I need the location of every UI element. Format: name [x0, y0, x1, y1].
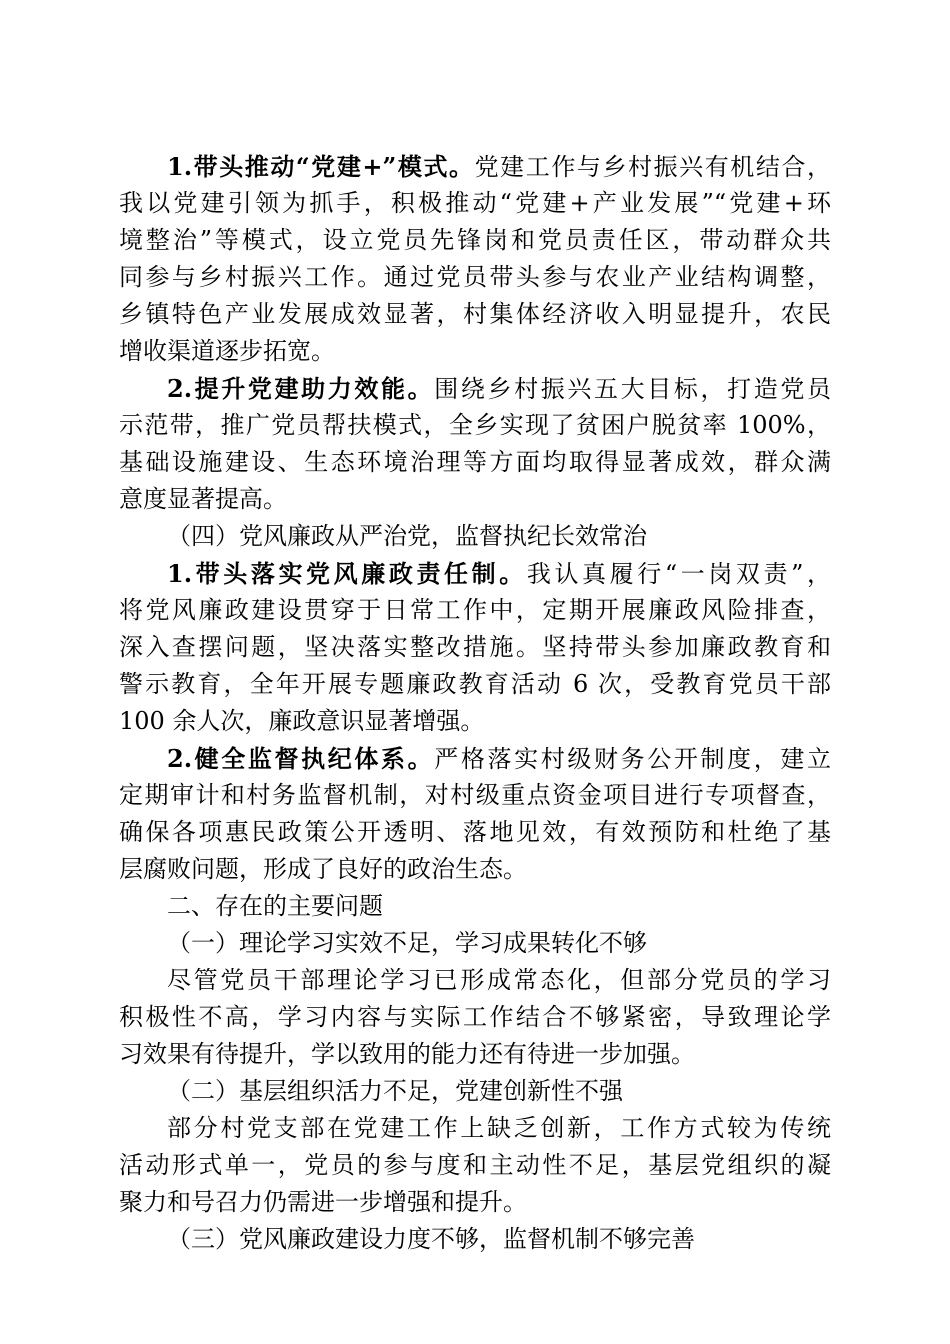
paragraph-line: 100 余人次，廉政意识显著增强。	[119, 707, 485, 735]
paragraph-lead: 1.带头落实党风廉政责任制。	[167, 559, 527, 588]
paragraph-line	[119, 555, 831, 592]
paragraph-line: 基础设施建设、生态环境治理等方面均取得显著成效，群众满	[119, 448, 831, 476]
paragraph-line	[119, 148, 831, 185]
section-heading: （二）基层组织活力不足，党建创新性不强	[167, 1077, 623, 1105]
paragraph-line	[119, 370, 831, 407]
chapter-heading: 二、存在的主要问题	[167, 892, 383, 920]
paragraph-line: 层腐败问题，形成了良好的政治生态。	[119, 855, 527, 883]
paragraph-line: 深入查摆问题，坚决落实整改措施。坚持带头参加廉政教育和	[119, 633, 831, 661]
paragraph-line: 尽管党员干部理论学习已形成常态化，但部分党员的学习	[167, 966, 831, 994]
paragraph-line: 警示教育，全年开展专题廉政教育活动 6 次，受教育党员干部	[119, 670, 831, 698]
paragraph-line: 确保各项惠民政策公开透明、落地见效，有效预防和杜绝了基	[119, 818, 831, 846]
paragraph-text: 党建工作与乡村振兴有机结合，	[474, 153, 831, 181]
paragraph-line: 示范带，推广党员帮扶模式，全乡实现了贫困户脱贫率 100%，	[119, 411, 831, 439]
paragraph-text: 严格落实村级财务公开制度，建立	[434, 745, 831, 773]
section-heading: （一）理论学习实效不足，学习成果转化不够	[167, 929, 647, 957]
paragraph-line: 境整治”等模式，设立党员先锋岗和党员责任区，带动群众共	[119, 226, 831, 254]
document-body	[119, 148, 831, 1258]
paragraph-line: 积极性不高，学习内容与实际工作结合不够紧密，导致理论学	[119, 1003, 831, 1031]
paragraph-line: 意度显著提高。	[119, 485, 287, 513]
section-heading: （四）党风廉政从严治党，监督执纪长效常治	[167, 522, 647, 550]
paragraph-text: 我认真履行“一岗双责”，	[526, 560, 831, 588]
paragraph-line	[119, 740, 831, 777]
paragraph-line: 习效果有待提升，学以致用的能力还有待进一步加强。	[119, 1040, 695, 1068]
paragraph-line: 活动形式单一，党员的参与度和主动性不足，基层党组织的凝	[119, 1151, 831, 1179]
paragraph-lead: 2.提升党建助力效能。	[167, 374, 435, 403]
paragraph-text: 围绕乡村振兴五大目标，打造党员	[434, 375, 831, 403]
paragraph-line: 增收渠道逐步拓宽。	[119, 337, 335, 365]
paragraph-lead: 1.带头推动“党建+”模式。	[167, 152, 475, 181]
paragraph-line: 乡镇特色产业发展成效显著，村集体经济收入明显提升，农民	[119, 300, 831, 328]
paragraph-line: 部分村党支部在党建工作上缺乏创新，工作方式较为传统	[167, 1114, 831, 1142]
paragraph-line: 定期审计和村务监督机制，对村级重点资金项目进行专项督查，	[119, 781, 831, 809]
section-heading: （三）党风廉政建设力度不够，监督机制不够完善	[167, 1225, 695, 1253]
paragraph-line: 同参与乡村振兴工作。通过党员带头参与农业产业结构调整，	[119, 263, 831, 291]
paragraph-line: 聚力和号召力仍需进一步增强和提升。	[119, 1188, 527, 1216]
paragraph-line: 将党风廉政建设贯穿于日常工作中，定期开展廉政风险排查，	[119, 596, 831, 624]
paragraph-lead: 2.健全监督执纪体系。	[167, 744, 435, 773]
paragraph-line: 我以党建引领为抓手，积极推动“党建+产业发展”“党建+环	[119, 189, 831, 217]
